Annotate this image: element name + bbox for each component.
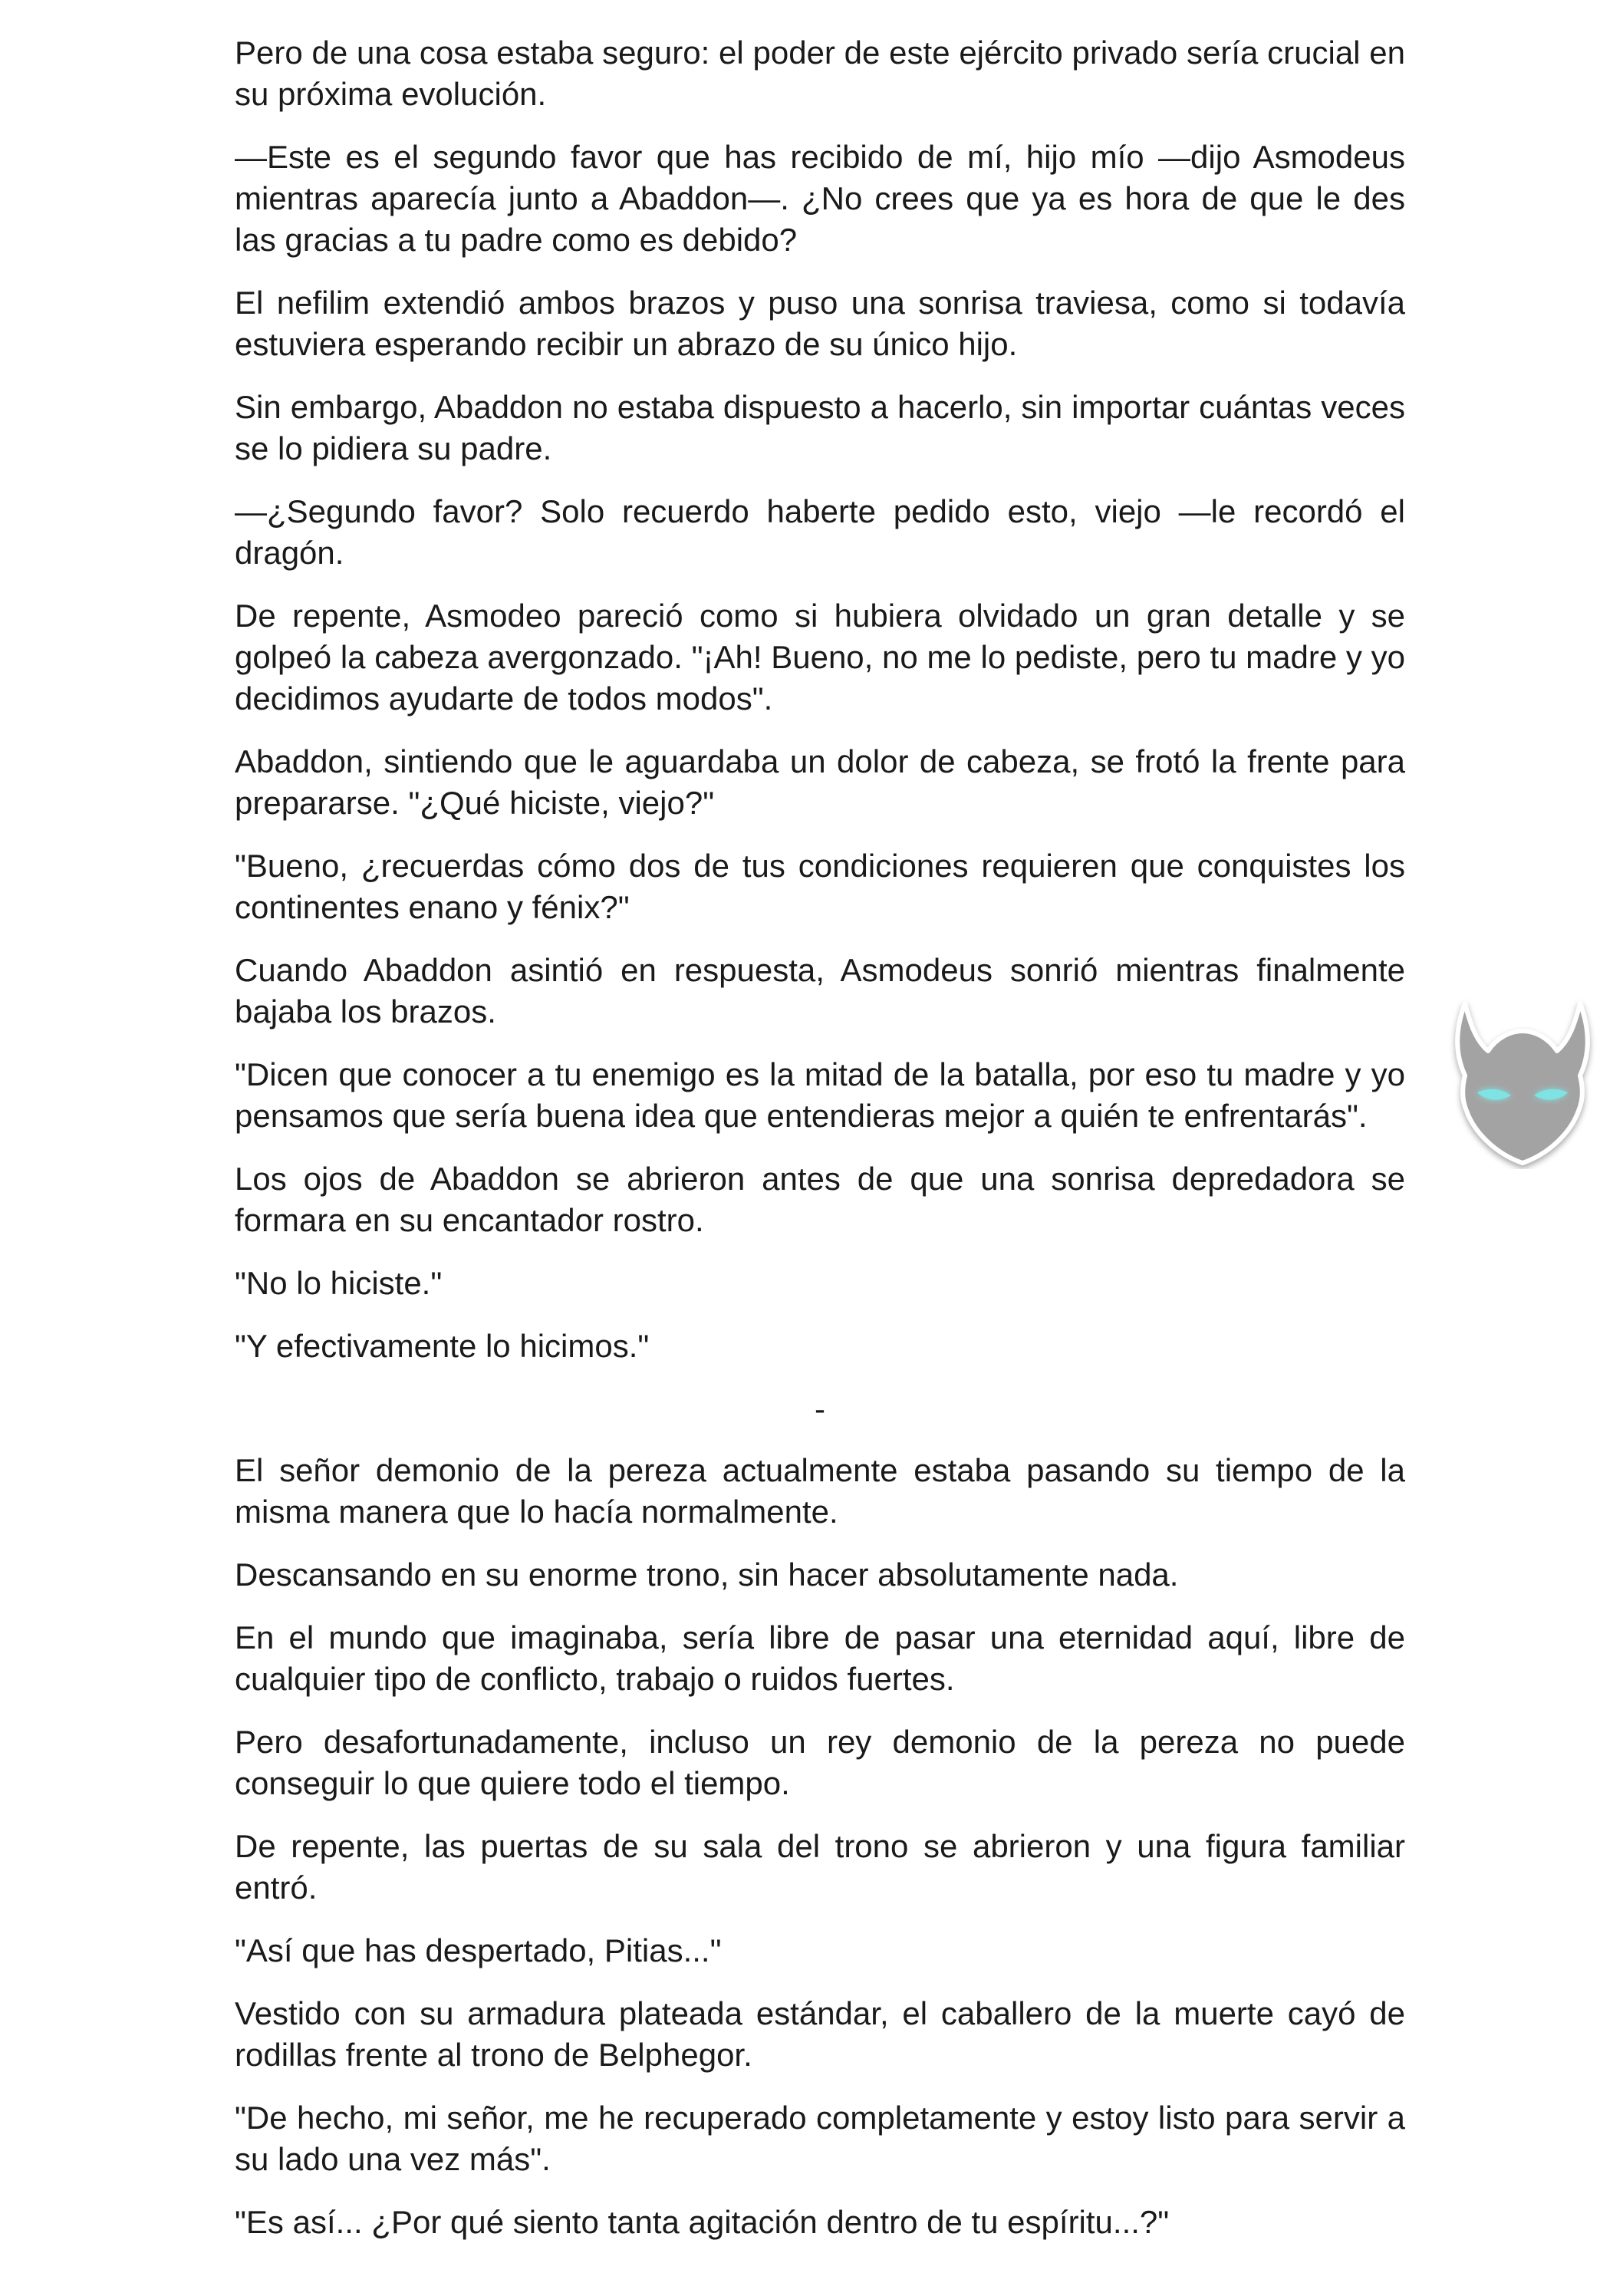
paragraph: "De hecho, mi señor, me he recuperado completamente y estoy listo para servir a su lado una vez más". (235, 2100, 1405, 2177)
section-after (235, 1450, 1405, 2243)
paragraph: Abaddon, sintiendo que le aguardaba un dolor de cabeza, se frotó la frente para prepararse. "¿Qué hiciste, viejo?" (235, 743, 1405, 821)
paragraph: Vestido con su armadura plateada estándar, el caballero de la muerte cayó de rodillas frente al trono de Belphegor. (235, 1995, 1405, 2073)
paragraph: Sin embargo, Abaddon no estaba dispuesto a hacerlo, sin importar cuántas veces se lo pidiera su padre. (235, 389, 1405, 466)
scene-separator: - (815, 1391, 825, 1427)
paragraph: "Así que has despertado, Pitias..." (235, 1932, 722, 1968)
demon-head-icon (1448, 997, 1597, 1169)
paragraph: Cuando Abaddon asintió en respuesta, Asmodeus sonrió mientras finalmente bajaba los brazos. (235, 952, 1405, 1029)
paragraph: Pero de una cosa estaba seguro: el poder de este ejército privado sería crucial en su próxima evolución. (235, 35, 1405, 112)
document-page (235, 32, 1405, 2265)
paragraph: "Es así... ¿Por qué siento tanta agitación dentro de tu espíritu...?" (235, 2204, 1170, 2240)
section-before (235, 32, 1405, 1367)
paragraph: "No lo hiciste." (235, 1265, 443, 1301)
paragraph: "Bueno, ¿recuerdas cómo dos de tus condiciones requieren que conquistes los continentes enano y fénix?" (235, 848, 1405, 925)
paragraph: —¿Segundo favor? Solo recuerdo haberte pedido esto, viejo —le recordó el dragón. (235, 493, 1405, 571)
paragraph: Pero desafortunadamente, incluso un rey demonio de la pereza no puede conseguir lo que quiere todo el tiempo. (235, 1724, 1405, 1801)
paragraph: El señor demonio de la pereza actualmente estaba pasando su tiempo de la misma manera que lo hacía normalmente. (235, 1452, 1405, 1530)
paragraph: De repente, Asmodeo pareció como si hubiera olvidado un gran detalle y se golpeó la cabeza avergonzado. "¡Ah! Bueno, no me lo pediste, pero tu madre y yo decidimos ayudarte de todos modos". (235, 598, 1405, 716)
paragraph: El nefilim extendió ambos brazos y puso una sonrisa traviesa, como si todavía estuviera esperando recibir un abrazo de su único hijo. (235, 285, 1405, 362)
paragraph: Descansando en su enorme trono, sin hacer absolutamente nada. (235, 1556, 1179, 1593)
paragraph: De repente, las puertas de su sala del trono se abrieron y una figura familiar entró. (235, 1828, 1405, 1906)
paragraph: —Este es el segundo favor que has recibido de mí, hijo mío —dijo Asmodeus mientras aparecía junto a Abaddon—. ¿No crees que ya es hora de que le des las gracias a tu padre como es debido? (235, 139, 1405, 258)
paragraph: Los ojos de Abaddon se abrieron antes de que una sonrisa depredadora se formara en su encantador rostro. (235, 1161, 1405, 1238)
paragraph: En el mundo que imaginaba, sería libre de pasar una eternidad aquí, libre de cualquier tipo de conflicto, trabajo o ruidos fuertes. (235, 1619, 1405, 1697)
paragraph: "Y efectivamente lo hicimos." (235, 1328, 650, 1364)
paragraph: "Dicen que conocer a tu enemigo es la mitad de la batalla, por eso tu madre y yo pensamos que sería buena idea que entendieras mejor a quién te enfrentarás". (235, 1056, 1405, 1134)
